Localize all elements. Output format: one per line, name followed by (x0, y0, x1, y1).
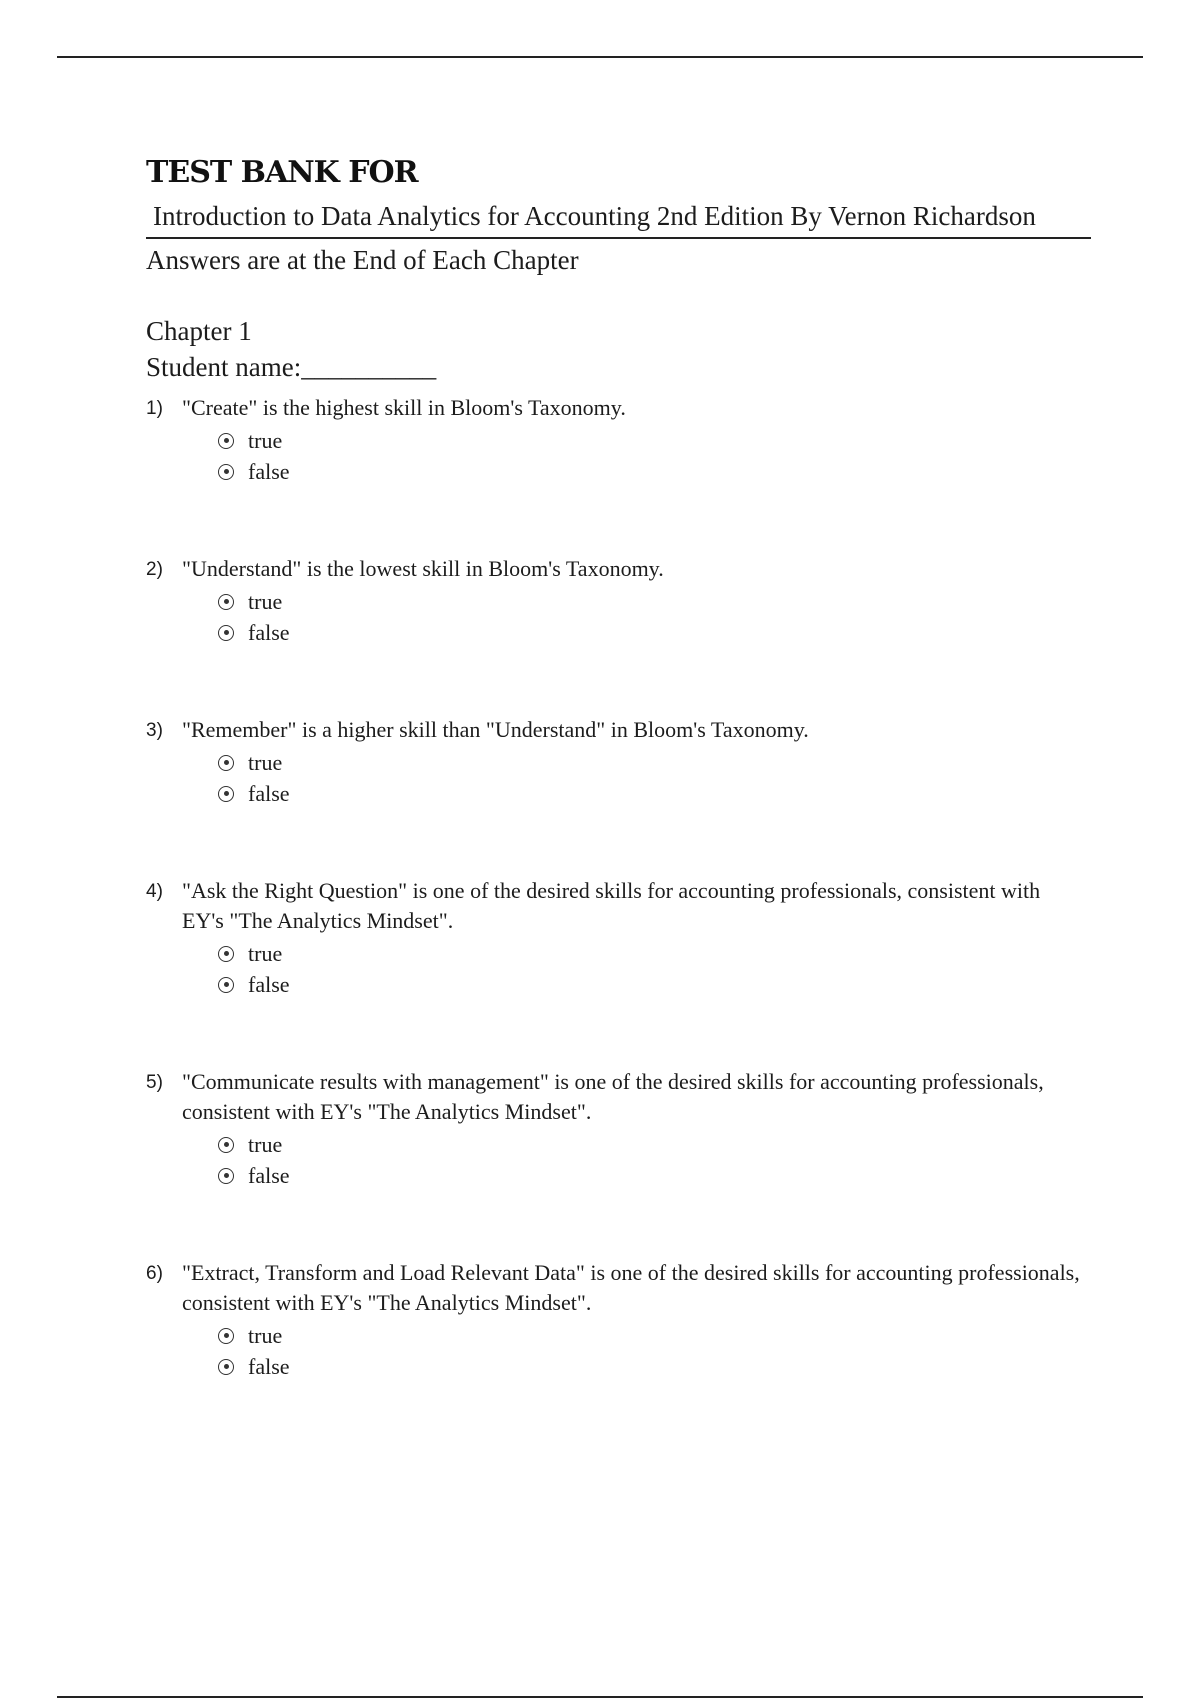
question-number: 2) (146, 559, 163, 580)
question-text: "Remember" is a higher skill than "Understand" in Bloom's Taxonomy. (182, 717, 809, 742)
radio-icon[interactable] (218, 464, 234, 480)
answer-options (218, 1320, 1096, 1382)
option-label: true (248, 940, 283, 966)
question-list (146, 393, 1096, 1382)
question-item (146, 715, 1096, 809)
option-label: true (248, 1131, 283, 1157)
option-true[interactable] (218, 1129, 1096, 1160)
question-number: 1) (146, 398, 163, 419)
bottom-rule (57, 1696, 1143, 1698)
radio-icon[interactable] (218, 786, 234, 802)
option-label: false (248, 780, 290, 806)
top-rule (57, 56, 1143, 58)
radio-icon[interactable] (218, 594, 234, 610)
option-label: false (248, 1353, 290, 1379)
answer-options (218, 1129, 1096, 1191)
option-true[interactable] (218, 1320, 1096, 1351)
question-text: "Ask the Right Question" is one of the desired skills for accounting professionals, consistent with EY's "The Analytics Mindset". (182, 878, 1041, 933)
radio-icon[interactable] (218, 755, 234, 771)
answer-options (218, 586, 1096, 648)
question-item (146, 554, 1096, 648)
radio-icon[interactable] (218, 1328, 234, 1344)
question-item (146, 1258, 1096, 1382)
question-number: 3) (146, 720, 163, 741)
document-body (146, 150, 1096, 1382)
student-name-line: Student name:__________ (146, 352, 437, 382)
question-item (146, 876, 1096, 1000)
answer-options (218, 747, 1096, 809)
answer-options (218, 425, 1096, 487)
question-text: "Understand" is the lowest skill in Bloom's Taxonomy. (182, 556, 664, 581)
radio-icon[interactable] (218, 1168, 234, 1184)
radio-icon[interactable] (218, 1137, 234, 1153)
question-text: "Create" is the highest skill in Bloom's Taxonomy. (182, 395, 626, 420)
radio-icon[interactable] (218, 625, 234, 641)
answer-options (218, 938, 1096, 1000)
option-true[interactable] (218, 747, 1096, 778)
option-label: true (248, 1322, 283, 1348)
option-label: false (248, 619, 290, 645)
option-label: true (248, 427, 283, 453)
question-number: 4) (146, 881, 163, 902)
radio-icon[interactable] (218, 1359, 234, 1375)
question-item (146, 1067, 1096, 1191)
option-false[interactable] (218, 1351, 1096, 1382)
option-label: true (248, 588, 283, 614)
option-true[interactable] (218, 425, 1096, 456)
option-label: false (248, 971, 290, 997)
option-false[interactable] (218, 778, 1096, 809)
option-label: false (248, 458, 290, 484)
option-false[interactable] (218, 617, 1096, 648)
question-number: 5) (146, 1072, 163, 1093)
radio-icon[interactable] (218, 977, 234, 993)
option-label: false (248, 1162, 290, 1188)
question-text: "Communicate results with management" is one of the desired skills for accounting professionals, consistent with EY's "The Analytics Mindset". (182, 1069, 1044, 1124)
document-heading: TEST BANK FOR (146, 155, 418, 190)
option-label: true (248, 749, 283, 775)
option-false[interactable] (218, 456, 1096, 487)
option-true[interactable] (218, 938, 1096, 969)
option-false[interactable] (218, 1160, 1096, 1191)
answers-note: Answers are at the End of Each Chapter (146, 245, 579, 275)
book-title: Introduction to Data Analytics for Accounting 2nd Edition By Vernon Richardson (146, 197, 1091, 239)
option-true[interactable] (218, 586, 1096, 617)
radio-icon[interactable] (218, 433, 234, 449)
question-text: "Extract, Transform and Load Relevant Data" is one of the desired skills for accounting professionals, consistent with EY's "The Analytics Mindset". (182, 1260, 1080, 1315)
option-false[interactable] (218, 969, 1096, 1000)
question-item (146, 393, 1096, 487)
radio-icon[interactable] (218, 946, 234, 962)
question-number: 6) (146, 1263, 163, 1284)
chapter-label: Chapter 1 (146, 316, 252, 346)
